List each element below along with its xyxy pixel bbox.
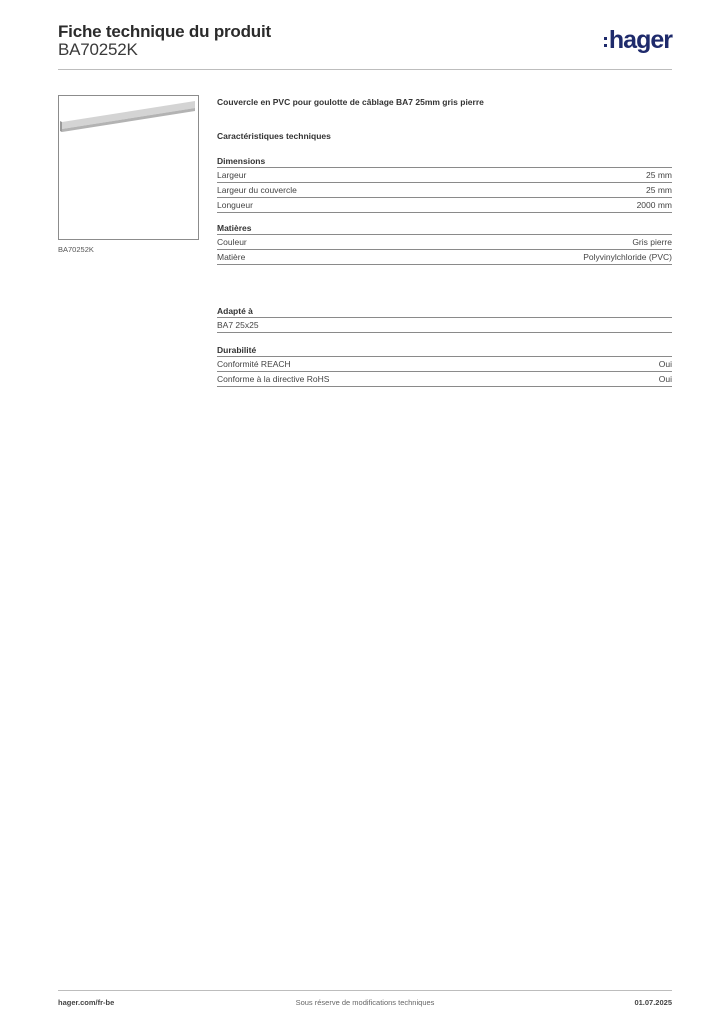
image-caption: BA70252K: [58, 245, 94, 254]
group-durability: [217, 343, 672, 387]
spec-value: 25 mm: [646, 170, 672, 180]
spec-row: [217, 183, 672, 198]
product-image: [58, 95, 199, 240]
group-title: Dimensions: [217, 154, 672, 168]
footer-date: 01.07.2025: [634, 998, 672, 1007]
spec-value: Gris pierre: [632, 237, 672, 247]
spec-row: [217, 168, 672, 183]
spec-label: BA7 25x25: [217, 320, 259, 330]
footer-website-link[interactable]: hager.com/fr-be: [58, 998, 115, 1007]
group-adapted-to: [217, 304, 672, 333]
spec-value: 2000 mm: [636, 200, 672, 210]
spec-label: Largeur: [217, 170, 247, 180]
product-reference: BA70252K: [58, 40, 138, 59]
header-divider: [58, 69, 672, 70]
group-title: Adapté à: [217, 304, 672, 318]
footer-divider: [58, 990, 672, 991]
document-title: Fiche technique du produit: [58, 22, 271, 41]
page-header: [58, 22, 672, 70]
group-dimensions: [217, 154, 672, 213]
spec-label: Longueur: [217, 200, 253, 210]
spec-row: [217, 198, 672, 213]
spec-value: Polyvinylchloride (PVC): [583, 252, 672, 262]
spec-label: Matière: [217, 252, 246, 262]
spec-value: 25 mm: [646, 185, 672, 195]
group-materials: [217, 221, 672, 265]
product-description: Couvercle en PVC pour goulotte de câblage BA7 25mm gris pierre: [217, 97, 484, 107]
spec-row: [217, 235, 672, 250]
cable-duct-cover-image: [59, 96, 198, 239]
page-footer: [58, 998, 672, 1010]
hager-logo: [604, 26, 672, 54]
spec-value: Oui: [658, 359, 672, 369]
spec-value: Oui: [658, 374, 672, 384]
footer-notice: Sous réserve de modifications techniques: [295, 998, 435, 1007]
group-title: Durabilité: [217, 343, 672, 357]
spec-label: Largeur du couvercle: [217, 185, 297, 195]
group-title: Matières: [217, 221, 672, 235]
spec-label: Conformité REACH: [217, 359, 291, 369]
spec-row: [217, 372, 672, 387]
spec-label: Couleur: [217, 237, 247, 247]
spec-row: [217, 318, 672, 333]
spec-row: [217, 357, 672, 372]
section-title: Caractéristiques techniques: [217, 131, 331, 141]
spec-row: [217, 250, 672, 265]
logo-dots-icon: [604, 37, 607, 47]
logo-text: hager: [608, 26, 672, 54]
spec-label: Conforme à la directive RoHS: [217, 374, 330, 384]
